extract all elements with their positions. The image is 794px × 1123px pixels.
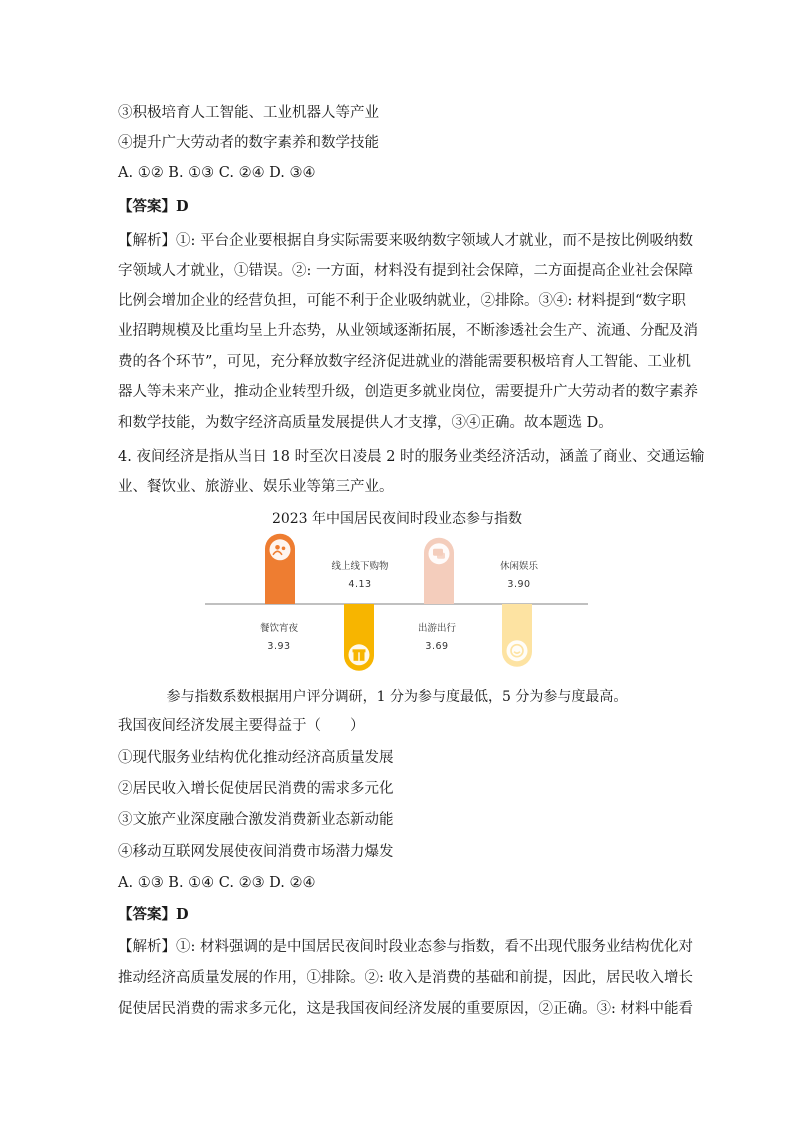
people-icon-head — [275, 545, 280, 550]
chart-value-label: 3.93 — [267, 641, 291, 652]
q4-answer: 【答案】D — [118, 906, 189, 923]
chart-bar-base — [265, 589, 295, 604]
q4-option-4: ④移动互联网发展使夜间消费市场潜力爆发 — [118, 844, 394, 860]
q4-stem-line: 4. 夜间经济是指从当日 18 时至次日凌晨 2 时的服务业类经济活动，涵盖了商业、交通运输 — [118, 449, 705, 465]
q4-option-3: ③文旅产业深度融合激发消费新业态新动能 — [118, 812, 394, 828]
q3-choices: A. ①② B. ①③ C. ②④ D. ③④ — [118, 165, 316, 181]
chart-bar-base — [502, 604, 532, 619]
chart-note: 参与指数系数根据用户评分调研，1 分为参与度最低，5 分为参与度最高。 — [166, 689, 628, 705]
chart-value-label: 4.13 — [348, 579, 372, 590]
chart-bar-base — [344, 604, 374, 619]
q4-analysis-line: 【解析】①: 材料强调的是中国居民夜间时段业态参与指数，看不出现代服务业结构优化对 — [118, 939, 693, 955]
q3-analysis-line: 费的各个环节”，可见，充分释放数字经济促进就业的潜能需要积极培育人工智能、工业机 — [118, 354, 691, 370]
q4-analysis-line: 推动经济高质量发展的作用，①排除。②: 收入是消费的基础和前提，因此，居民收入增长 — [118, 970, 693, 986]
q4-option-1: ①现代服务业结构优化推动经济高质量发展 — [118, 750, 394, 766]
chart-bar-base — [424, 589, 454, 604]
q4-choices: A. ①③ B. ①④ C. ②③ D. ②④ — [118, 875, 316, 891]
q4-analysis-line: 促使居民消费的需求多元化，这是我国夜间经济发展的重要原因，②正确。③: 材料中能看 — [118, 1001, 693, 1017]
q4-option-2: ②居民收入增长促使居民消费的需求多元化 — [118, 781, 394, 797]
chat-icon-bubble — [437, 553, 445, 559]
q3-analysis-line: 比例会增加企业的经营负担，可能不利于企业吸纳就业，②排除。③④: 材料提到“数字职 — [118, 293, 686, 309]
chart-title: 2023 年中国居民夜间时段业态参与指数 — [271, 511, 523, 527]
smile-icon — [507, 640, 528, 661]
q3-analysis-line: 器人等未来产业，推动企业转型升级，创造更多就业岗位，需要提升广大劳动者的数字素养 — [118, 384, 698, 400]
chart-category-label: 线上线下购物 — [331, 561, 389, 572]
q3-answer: 【答案】D — [118, 198, 189, 215]
q3-analysis-line: 字领域人才就业，①错误。②: 一方面，材料没有提到社会保障，二方面提高企业社会保障 — [118, 263, 693, 279]
people-icon-head — [282, 546, 286, 550]
chart-value-label: 3.69 — [425, 641, 449, 652]
chart-category-label: 餐饮宵夜 — [259, 623, 299, 634]
q3-option-3: ③积极培育人工智能、工业机器人等产业 — [118, 105, 379, 121]
people-icon — [270, 539, 291, 560]
chart-category-label: 休闲娱乐 — [499, 561, 539, 572]
q3-option-4: ④提升广大劳动者的数字素养和数学技能 — [118, 135, 379, 151]
q4-stem-line: 业、餐饮业、旅游业、娱乐业等第三产业。 — [118, 479, 394, 495]
q4-question: 我国夜间经济发展主要得益于（ ） — [118, 718, 365, 734]
chart-category-label: 出游出行 — [417, 623, 457, 634]
q3-analysis-line: 和数学技能，为数字经济高质量发展提供人才支撑，③④正确。故本题选 D。 — [118, 415, 613, 431]
q3-analysis-line: 业招聘规模及比重均呈上升态势，从业领域逐渐拓展，不断渗透社会生产、流通、分配及消 — [118, 323, 698, 339]
gift-icon-lid — [353, 649, 366, 652]
q3-analysis-line: 【解析】①: 平台企业要根据自身实际需要来吸纳数字领域人才就业，而不是按比例吸纳数 — [118, 233, 693, 249]
chart-value-label: 3.90 — [507, 579, 531, 590]
